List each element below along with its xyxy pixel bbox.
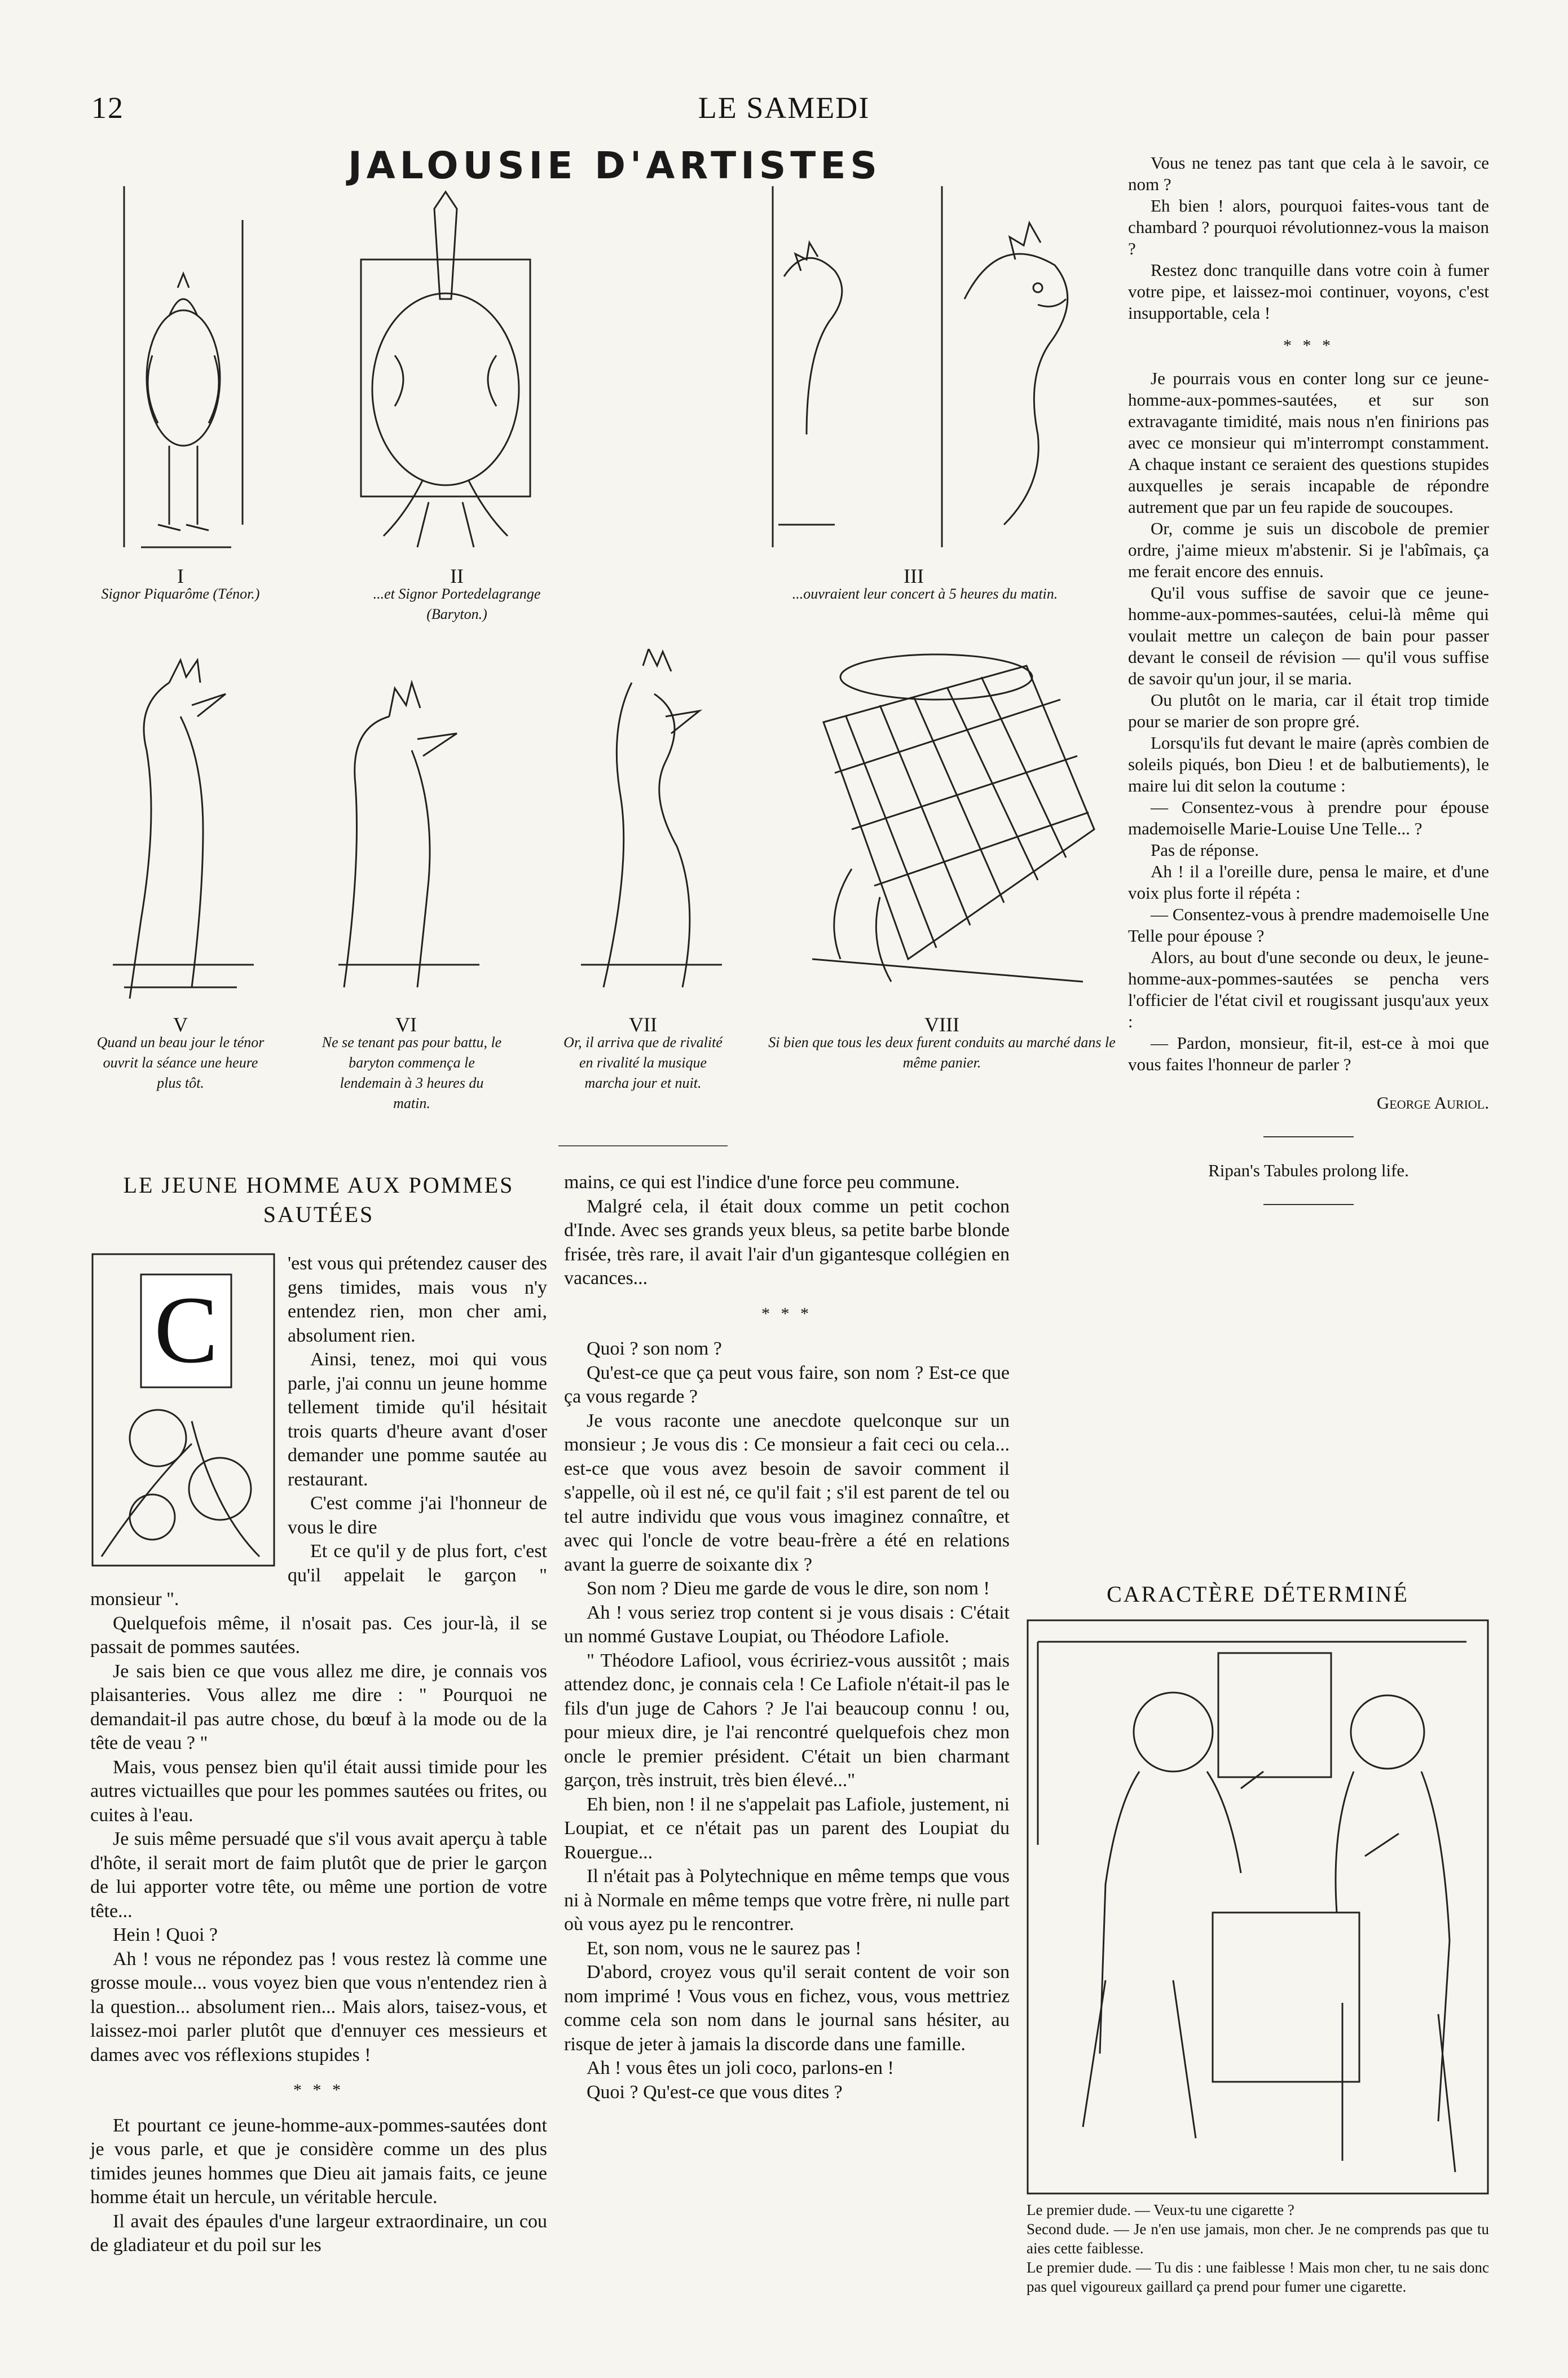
paragraph: Eh bien ! alors, pourquoi faites-vous tant de chambard ? pourquoi révolutionnez-vous la maison ? [1128,196,1489,258]
paragraph: Je suis même persuadé que s'il vous avait aperçu à table d'hôte, il serait mort de faim plutôt que de prier le garçon de lui apporter votre tête, ou même une portion de votre tête... [90,1828,547,1922]
paragraph: Quoi ? son nom ? [587,1338,722,1359]
paragraph: Je vous raconte une anecdote quelconque sur un monsieur ; Je vous dis : Ce monsieur a fait ceci ou cela... est-ce que vous avez besoin de savoir comment il s'appelle, où il est né, ce qu'il fait ; s'il est parent de tel ou tel autre individu que vous vous imaginez connaître, et avec qui l'oncle de votre beau-frère a été en relations avant la guerre de soixante dix ? [564,1410,1010,1575]
panel-numeral: VIII [924,1013,959,1036]
paragraph: Restez donc tranquille dans votre coin à fumer votre pipe, et laissez-moi continuer, voyons, c'est insupportable, cela ! [1128,260,1489,323]
panel-caption: Si bien que tous les deux furent conduits au marché dans le même panier. [768,1034,1116,1071]
panel-numeral: II [450,565,464,587]
two-roosters-drawing [699,186,1105,559]
article-title-line: SAUTÉES [263,1202,375,1227]
paragraph: Qu'est-ce que ça peut vous faire, son nom ? Est-ce que ça vous regarde ? [564,1362,1010,1407]
paragraph: Ah ! il a l'oreille dure, pensa le maire, et d'une voix plus forte il répéta : [1128,861,1489,903]
paragraph: mains, ce qui est l'indice d'une force peu commune. [564,1172,960,1193]
paragraph: Et pourtant ce jeune-homme-aux-pommes-sautées dont je vous parle, et que je considère comme un des plus timides jeunes hommes que Dieu ait jamais faits, ce jeune homme était un hercule, un véritable hercule. [90,2115,547,2208]
paragraph: Eh bien, non ! il ne s'appelait pas Lafiole, justement, ni Loupiat, et ce n'était pas un parent des Loupiat du Rouergue... [564,1794,1010,1863]
illustration-caption [1027,2200,1489,2296]
panel-caption: ...ouvraient leur concert à 5 heures du matin. [792,586,1058,602]
section-separator: * * * [761,1304,812,1323]
rooster-crowing-drawing [90,649,271,999]
paragraph: Malgré cela, il était doux comme un petit cochon d'Inde. Avec ses grands yeux bleus, sa petite barbe blonde frisée, très rare, il avait l'air d'un gigantesque collégien en vacances... [564,1195,1010,1289]
paragraph: Quoi ? Qu'est-ce que vous dites ? [587,2081,843,2103]
rooster-crowing-drawing [558,649,739,999]
panel-caption: ...et Signor Portedelagrange (Baryton.) [373,586,541,622]
paragraph: " Théodore Lafiool, vous écririez-vous aussitôt ; mais attendez donc, je connais cela ! Ce Lafiole n'était-il pas le fils d'un juge de Cahors ? Je l'ai beaucoup connu ! ou, pour mieux dire, je l'ai rencontré quelquefois chez mon oncle le premier président. C'était un bien charmant garçon, très instruit, très bien élevé..." [564,1650,1010,1791]
paragraph: Je pourrais vous en conter long sur ce jeune-homme-aux-pommes-sautées, et sur son extravagante timidité, mais nous n'en finirions pas avec ce monsieur qui m'interrompt constamment. A chaque instant ce seraient des questions stupides auxquelles je serais incapable de répondre autrement que par un feu rapide de soucoupes. [1128,368,1489,517]
panel-caption: Quand un beau jour le ténor ouvrit la séance une heure plus tôt. [96,1034,265,1091]
roosters-in-basket-drawing [767,643,1117,1004]
panel-numeral: III [904,565,924,587]
panel-numeral: I [177,565,184,587]
article-title: CARACTÈRE DÉTERMINÉ [1107,1581,1409,1607]
paragraph: — Pardon, monsieur, fit-il, est-ce à moi que vous faites l'honneur de parler ? [1128,1033,1489,1074]
rooster-tenor-drawing [90,186,271,559]
section-separator: * * * [293,2081,344,2099]
paragraph: Je sais bien ce que vous allez me dire, je connais vos plaisanteries. Vous allez me dire : " Pourquoi ne demandait-il pas autre chose, du bœuf à la mode ou de la tête de veau ? " [90,1660,547,1753]
paragraph: Et ce qu'il y de plus fort, c'est qu'il appelait le garçon " monsieur ". [90,1541,547,1610]
paragraph: Ah ! vous êtes un joli coco, parlons-en ! [587,2058,894,2078]
caption-line: Second dude. — Je n'en use jamais, mon cher. Je ne comprends pas que tu aies cette faiblesse. [1027,2221,1489,2257]
paragraph: D'abord, croyez vous qu'il serait content de voir son nom imprimé ! Vous vous en fichez, vous, vous mettriez comme cela son nom dans le journal sans hésiter, au risque de jeter à jamais la discorde dans une famille. [564,1962,1010,2055]
paragraph: Il avait des épaules d'une largeur extraordinaire, un cou de gladiateur et du poil sur les [90,2210,547,2256]
divider [1263,1136,1354,1137]
paragraph: Son nom ? Dieu me garde de vous le dire, son nom ! [587,1578,990,1599]
paragraph: C'est comme j'ai l'honneur de vous le dire [288,1493,547,1538]
paragraph: Qu'il vous suffise de savoir que ce jeune-homme-aux-pommes-sautées, celui-là même qui voulait mettre un caleçon de bain pour passer devant le conseil de révision — qu'il vous suffise de savoir qu'un jour, il se maria. [1128,583,1489,688]
article-title-line: LE JEUNE HOMME AUX POMMES [123,1172,514,1198]
rooster-crowing-drawing [305,649,508,999]
cartoon-title: JALOUSIE D'ARTISTES [348,144,882,187]
panel-numeral: VII [629,1013,657,1036]
divider [558,1145,728,1146]
paragraph: — Consentez-vous à prendre pour épouse mademoiselle Marie-Louise Une Telle... ? [1128,797,1489,838]
paragraph: Il n'était pas à Polytechnique en même temps que vous ni à Normale en même temps que votre frère, ni nulle part où vous ayez pu le rencontrer. [564,1866,1010,1935]
paragraph: — Consentez-vous à prendre mademoiselle Une Telle pour épouse ? [1128,904,1490,946]
paragraph: Ou plutôt on le maria, car il était trop timide pour se marier de son propre gré. [1128,690,1489,731]
signature: George Auriol. [1376,1093,1489,1113]
rooster-baritone-drawing [338,186,553,559]
caption-line: Le premier dude. — Veux-tu une cigarette ? [1027,2201,1294,2218]
panel-numeral: V [173,1013,188,1036]
paragraph: Hein ! Quoi ? [113,1924,218,1945]
two-men-smoking-drawing [1027,1619,1489,2195]
paragraph: Et, son nom, vous ne le saurez pas ! [587,1937,862,1959]
paragraph: Ah ! vous ne répondez pas ! vous restez là comme une grosse moule... vous voyez bien que vous n'entendez rien à la question... absolument rien... Mais alors, taisez-vous, et laissez-moi parler plutôt que d'ennuyer ces messieurs et dames avec vos réflexions stupides ! [90,1948,547,2065]
publication-title: LE SAMEDI [698,91,870,125]
paragraph: Mais, vous pensez bien qu'il était aussi timide pour les autres victuailles que pour les pommes sautées ou frites, ou cuites à l'eau. [90,1756,547,1826]
paragraph: Quelquefois même, il n'osait pas. Ces jour-là, il se passait de pommes sautées. [90,1612,547,1658]
paragraph: Lorsqu'ils fut devant le maire (après combien de soleils piqués, bon Dieu ! et de balbutiements), le maire lui dit selon la coutume : [1128,733,1489,795]
drop-cap-letter: C [154,1277,218,1383]
panel-caption: Ne se tenant pas pour battu, le baryton commença le lendemain à 3 heures du matin. [321,1034,502,1111]
article-column-3 [1128,152,1489,1228]
paragraph: Ainsi, tenez, moi qui vous parle, j'ai connu un jeune homme tellement timide qu'il hésitait trois quarts d'heure avant d'oser demander une pomme sautée au restaurant. [288,1349,547,1490]
paragraph: Ah ! vous seriez trop content si je vous disais : C'était un nommé Gustave Loupiat, ou Théodore Lafiole. [564,1602,1010,1647]
caption-line: Le premier dude. — Tu dis : une faiblesse ! Mais mon cher, tu ne sais donc pas quel vigoureux gaillard ça prend pour fumer une cigarette. [1027,2259,1489,2295]
article-column-1 [90,1171,547,2258]
paragraph: Alors, au bout d'une seconde ou deux, le jeune-homme-aux-pommes-sautées se pencha vers l'officier de l'état civil et rougissant jusqu'aux yeux : [1128,947,1489,1031]
paragraph: Vous ne tenez pas tant que cela à le savoir, ce nom ? [1128,153,1489,194]
page-number: 12 [91,91,124,125]
panel-numeral: VI [395,1013,417,1036]
divider [1263,1204,1354,1205]
paragraph: 'est vous qui prétendez causer des gens timides, mais vous n'y entendez rien, mon cher ami, absolument rien. [288,1253,547,1346]
panel-caption: Signor Piquarôme (Ténor.) [101,586,260,602]
article-column-2 [564,1171,1010,2104]
section-separator: * * * [1283,336,1334,355]
advertisement: Ripan's Tabules prolong life. [1208,1161,1409,1180]
paragraph: Pas de réponse. [1151,840,1259,860]
paragraph: Or, comme je suis un discobole de premier ordre, j'aime mieux m'abstenir. Si je l'abîmais, ça me ferait encore des ennuis. [1128,518,1489,581]
article-title [90,1171,547,1229]
drop-cap-ornament [90,1252,276,1568]
panel-caption: Or, il arriva que de rivalité en rivalité la musique marcha jour et nuit. [563,1034,723,1091]
